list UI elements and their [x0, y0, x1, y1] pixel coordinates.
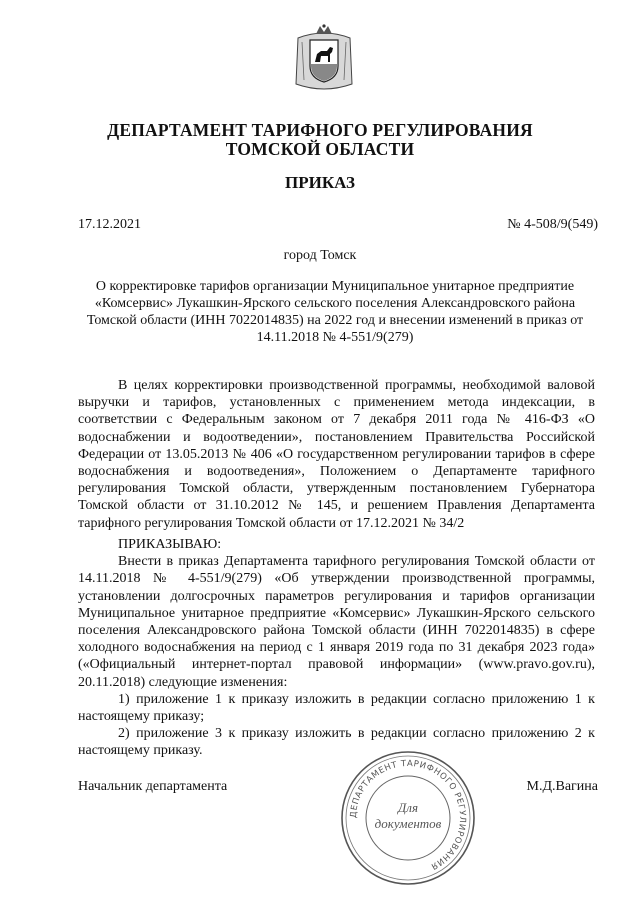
official-stamp [338, 748, 478, 888]
signer-name: М.Д.Вагина [526, 779, 598, 794]
subject-line: О корректировке тарифов организации Муниципальное унитарное предприятие [95, 279, 575, 294]
order-section [78, 536, 595, 760]
subject-line: «Комсервис» Лукашкин-Ярского сельского поселения Александровского района [94, 296, 576, 311]
preamble-paragraph: В целях корректировки производственной программы, необходимой валовой выручки и тарифов, установленных с применением метода индексации, в соответствии с Федеральным законом от 7 декабря 2011 года № 416-ФЗ «О водоснабжении и водоотведении», постановлением Правительства Российской Федерации от 13.05.2013 № 406 «О государственном регулировании тарифов в сфере водоснабжения и водоотведения», Положением о Департаменте тарифного регулирования Томской области, утвержденным постановлением Губернатора Томской области от 31.10.2012 № 145, и решением Правления Департамента тарифного регулирования Томской области от 17.12.2021 № 34/2 [78, 378, 595, 531]
stamp-ring-text: ДЕПАРТАМЕНТ ТАРИФНОГО РЕГУЛИРОВАНИЯ [348, 758, 468, 872]
department-name-line2: ТОМСКОЙ ОБЛАСТИ [225, 139, 415, 159]
order-keyword: ПРИКАЗЫВАЮ: [118, 537, 222, 552]
stamp-center-line2: документов [374, 816, 442, 831]
order-sub-item-2: 2) приложение 3 к приказу изложить в редакции согласно приложению 2 к настоящему приказу. [78, 726, 595, 759]
stamp-center-line1: Для [398, 800, 418, 815]
preamble-section [78, 377, 595, 532]
document-type-title: ПРИКАЗ [285, 173, 355, 192]
coat-of-arms-emblem [294, 24, 354, 94]
order-date: 17.12.2021 [78, 217, 141, 232]
order-sub-item-1: 1) приложение 1 к приказу изложить в редакции согласно приложению 1 к настоящему приказу; [78, 691, 595, 725]
subject-line: Томской области (ИНН 7022014835) на 2022 год и внесении изменений в приказ от [86, 313, 584, 328]
order-number: № 4-508/9(549) [507, 217, 598, 232]
order-item-paragraph: Внести в приказ Департамента тарифного регулирования Томской области от 14.11.2018 № 4-551/9(279) «Об утверждении производственной программы, установлении долгосрочных параметров регулирования и тарифов организации Муниципальное унитарное предприятие «Комсервис» Лукашкин-Ярского сельского поселения Александровского района Томской области (ИНН 7022014835) в сфере холодного водоснабжения на период с 1 января 2019 года по 31 декабря 2023 года» («Официальный интернет-портал правовой информации» (www.pravo.gov.ru), 20.11.2018) следующие изменения: [78, 554, 595, 690]
signer-title: Начальник департамента [78, 779, 228, 794]
city: город Томск [283, 248, 357, 263]
order-subject [70, 278, 600, 346]
subject-line: 14.11.2018 № 4-551/9(279) [256, 330, 414, 345]
department-name-line1: ДЕПАРТАМЕНТ ТАРИФНОГО РЕГУЛИРОВАНИЯ [107, 120, 533, 140]
